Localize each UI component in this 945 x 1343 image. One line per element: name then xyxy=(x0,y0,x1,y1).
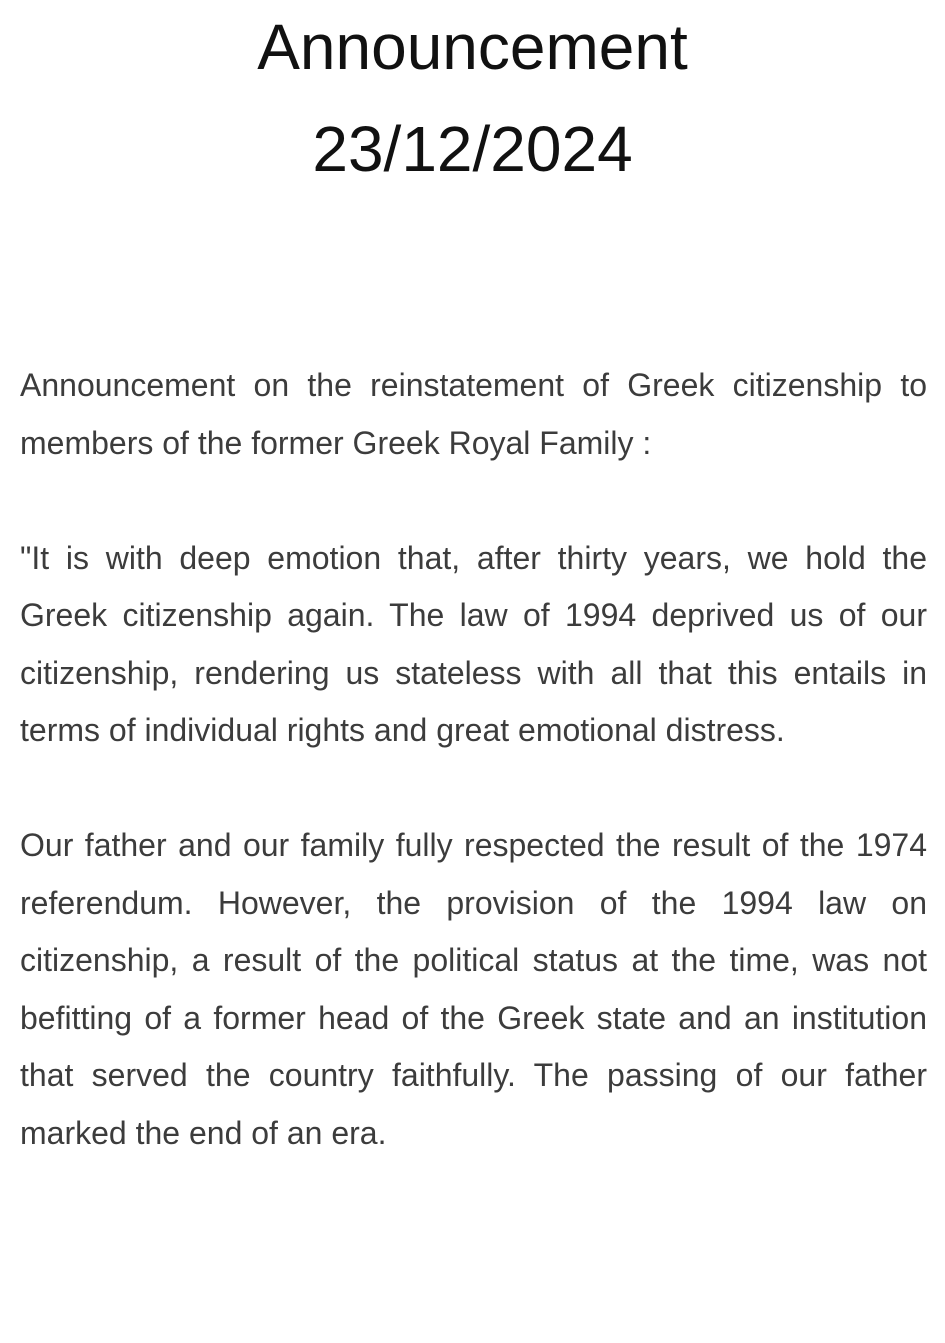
announcement-header xyxy=(0,2,945,194)
statement-paragraph-1: "It is with deep emotion that, after thirty years, we hold the Greek citizenship again. The law of 1994 deprived us of our citizenship, rendering us stateless with all that this entails in terms of individual rights and great emotional distress. xyxy=(20,539,927,748)
intro-paragraph: Announcement on the reinstatement of Greek citizenship to members of the former Greek Royal Family : xyxy=(20,367,927,461)
page-title: Announcement xyxy=(257,11,688,83)
announcement-body xyxy=(20,357,927,1162)
announcement-date: 23/12/2024 xyxy=(312,113,633,185)
statement-paragraph-2: Our father and our family fully respected the result of the 1974 referendum. However, the provision of the 1994 law on citizenship, a result of the political status at the time, was not befitting of a former head of the Greek state and an institution that served the country faithfully. The passing of our father marked the end of an era. xyxy=(20,827,927,1151)
